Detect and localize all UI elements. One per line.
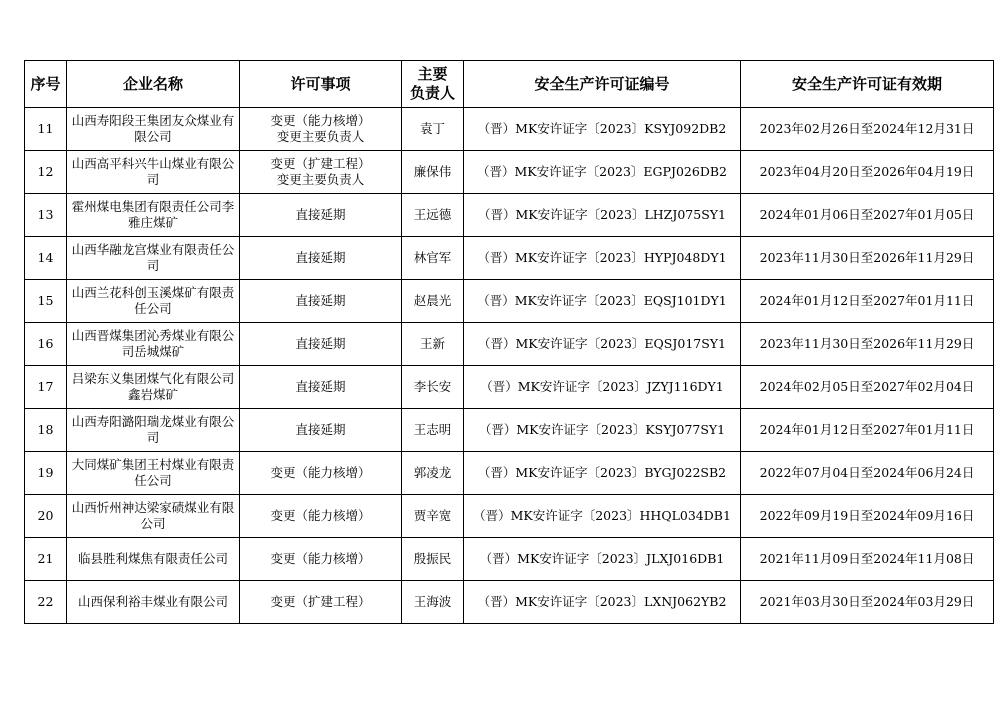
- row-seq: 14: [25, 237, 67, 280]
- row-validity: 2024年01月12日至2027年01月11日: [741, 409, 994, 452]
- row-license-no: （晋）MK安许证字〔2023〕KSYJ092DB2: [464, 108, 741, 151]
- row-principal: 王志明: [402, 409, 464, 452]
- header-row: [25, 61, 994, 108]
- table-row: [25, 366, 994, 409]
- row-license-no: （晋）MK安许证字〔2023〕HYPJ048DY1: [464, 237, 741, 280]
- row-license-no: （晋）MK安许证字〔2023〕EQSJ017SY1: [464, 323, 741, 366]
- row-matter-line: 直接延期: [295, 422, 346, 437]
- row-matter: [240, 280, 402, 323]
- table-row: [25, 237, 994, 280]
- row-matter-line: 变更（能力核增）: [270, 465, 371, 480]
- row-matter-line: 直接延期: [295, 379, 346, 394]
- row-matter-line: 直接延期: [295, 293, 346, 308]
- row-company: 山西寿阳潞阳瑞龙煤业有限公司: [67, 409, 240, 452]
- row-seq: 17: [25, 366, 67, 409]
- row-license-no: （晋）MK安许证字〔2023〕EGPJ026DB2: [464, 151, 741, 194]
- row-seq: 20: [25, 495, 67, 538]
- table-row: [25, 495, 994, 538]
- row-principal: 廉保伟: [402, 151, 464, 194]
- table-row: [25, 581, 994, 624]
- table-row: [25, 280, 994, 323]
- row-matter-line: 变更主要负责人: [276, 172, 365, 187]
- row-matter: [240, 581, 402, 624]
- table-row: [25, 409, 994, 452]
- row-company: 山西寿阳段王集团友众煤业有限公司: [67, 108, 240, 151]
- table-row: [25, 151, 994, 194]
- row-matter-line: 变更（能力核增）: [270, 113, 371, 128]
- row-license-no: （晋）MK安许证字〔2023〕LXNJ062YB2: [464, 581, 741, 624]
- table-row: [25, 323, 994, 366]
- row-company: 山西忻州神达梁家碛煤业有限公司: [67, 495, 240, 538]
- row-company: 山西兰花科创玉溪煤矿有限责任公司: [67, 280, 240, 323]
- row-principal: 袁丁: [402, 108, 464, 151]
- row-company: 临县胜利煤焦有限责任公司: [67, 538, 240, 581]
- header-principal-line2: 负责人: [409, 84, 455, 102]
- row-license-no: （晋）MK安许证字〔2023〕JLXJ016DB1: [464, 538, 741, 581]
- row-matter: [240, 452, 402, 495]
- row-validity: 2021年03月30日至2024年03月29日: [741, 581, 994, 624]
- row-principal: 王海波: [402, 581, 464, 624]
- row-company: 山西保利裕丰煤业有限公司: [67, 581, 240, 624]
- row-matter: [240, 237, 402, 280]
- header-principal: [402, 61, 464, 108]
- row-validity: 2022年09月19日至2024年09月16日: [741, 495, 994, 538]
- row-company: 山西高平科兴牛山煤业有限公司: [67, 151, 240, 194]
- row-matter: [240, 108, 402, 151]
- row-company: 霍州煤电集团有限责任公司李雅庄煤矿: [67, 194, 240, 237]
- table-row: [25, 538, 994, 581]
- table-body: [25, 108, 994, 624]
- row-principal: 殷振民: [402, 538, 464, 581]
- row-principal: 李长安: [402, 366, 464, 409]
- header-matter: 许可事项: [240, 61, 402, 108]
- header-principal-line1: 主要: [417, 65, 448, 83]
- row-matter-line: 变更主要负责人: [276, 129, 365, 144]
- row-matter: [240, 538, 402, 581]
- row-validity: 2021年11月09日至2024年11月08日: [741, 538, 994, 581]
- row-seq: 11: [25, 108, 67, 151]
- row-seq: 22: [25, 581, 67, 624]
- row-license-no: （晋）MK安许证字〔2023〕BYGJ022SB2: [464, 452, 741, 495]
- row-matter-line: 直接延期: [295, 207, 346, 222]
- row-license-no: （晋）MK安许证字〔2023〕LHZJ075SY1: [464, 194, 741, 237]
- row-matter-line: 变更（扩建工程）: [270, 156, 371, 171]
- row-principal: 贾辛宽: [402, 495, 464, 538]
- header-seq: 序号: [25, 61, 67, 108]
- header-company: 企业名称: [67, 61, 240, 108]
- row-validity: 2023年11月30日至2026年11月29日: [741, 237, 994, 280]
- row-matter: [240, 409, 402, 452]
- row-validity: 2023年02月26日至2024年12月31日: [741, 108, 994, 151]
- row-principal: 王新: [402, 323, 464, 366]
- header-license-no: 安全生产许可证编号: [464, 61, 741, 108]
- row-seq: 18: [25, 409, 67, 452]
- row-license-no: （晋）MK安许证字〔2023〕JZYJ116DY1: [464, 366, 741, 409]
- row-seq: 16: [25, 323, 67, 366]
- row-validity: 2023年04月20日至2026年04月19日: [741, 151, 994, 194]
- row-seq: 15: [25, 280, 67, 323]
- row-principal: 赵晨光: [402, 280, 464, 323]
- row-matter: [240, 366, 402, 409]
- row-license-no: （晋）MK安许证字〔2023〕HHQL034DB1: [464, 495, 741, 538]
- row-seq: 12: [25, 151, 67, 194]
- row-validity: 2024年01月06日至2027年01月05日: [741, 194, 994, 237]
- table-row: [25, 194, 994, 237]
- row-matter-line: 变更（能力核增）: [270, 551, 371, 566]
- row-company: 大同煤矿集团王村煤业有限责任公司: [67, 452, 240, 495]
- row-company: 山西晋煤集团沁秀煤业有限公司岳城煤矿: [67, 323, 240, 366]
- row-validity: 2024年01月12日至2027年01月11日: [741, 280, 994, 323]
- row-principal: 王远德: [402, 194, 464, 237]
- row-matter-line: 变更（扩建工程）: [270, 594, 371, 609]
- row-license-no: （晋）MK安许证字〔2023〕EQSJ101DY1: [464, 280, 741, 323]
- header-validity: 安全生产许可证有效期: [741, 61, 994, 108]
- row-validity: 2022年07月04日至2024年06月24日: [741, 452, 994, 495]
- row-matter: [240, 151, 402, 194]
- row-seq: 13: [25, 194, 67, 237]
- row-matter: [240, 323, 402, 366]
- row-validity: 2024年02月05日至2027年02月04日: [741, 366, 994, 409]
- table-row: [25, 108, 994, 151]
- row-matter-line: 直接延期: [295, 336, 346, 351]
- row-matter-line: 直接延期: [295, 250, 346, 265]
- table-row: [25, 452, 994, 495]
- row-principal: 林官军: [402, 237, 464, 280]
- license-table: [24, 60, 994, 624]
- row-seq: 19: [25, 452, 67, 495]
- row-company: 吕梁东义集团煤气化有限公司鑫岩煤矿: [67, 366, 240, 409]
- row-matter-line: 变更（能力核增）: [270, 508, 371, 523]
- row-validity: 2023年11月30日至2026年11月29日: [741, 323, 994, 366]
- row-matter: [240, 194, 402, 237]
- row-company: 山西华融龙宫煤业有限责任公司: [67, 237, 240, 280]
- row-license-no: （晋）MK安许证字〔2023〕KSYJ077SY1: [464, 409, 741, 452]
- row-seq: 21: [25, 538, 67, 581]
- row-matter: [240, 495, 402, 538]
- row-principal: 郭凌龙: [402, 452, 464, 495]
